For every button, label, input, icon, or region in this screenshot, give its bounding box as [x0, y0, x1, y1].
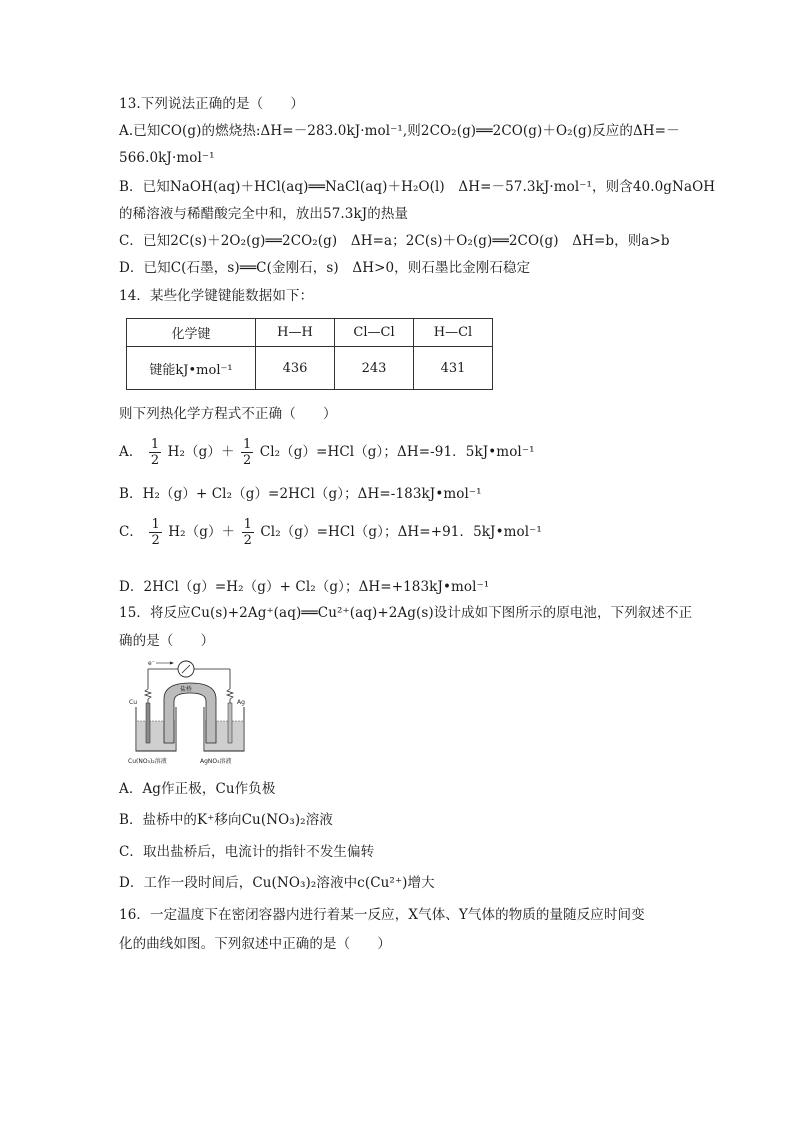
table-row-label: 键能kJ•mol⁻¹ — [127, 347, 256, 390]
table-cell-hcl: 431 — [414, 347, 493, 390]
ag-electrode-label: Ag — [237, 699, 245, 706]
right-solution-label: AgNO₃溶液 — [200, 758, 232, 765]
q13-option-d: D．已知C(石墨，s)══C(金刚石，s) ΔH>0，则石墨比金刚石稳定 — [119, 260, 531, 276]
q13-option-a-line1: A.已知CO(g)的燃烧热:ΔH=－283.0kJ·mol⁻¹,则2CO₂(g)══2CO(g)＋O₂(g)反应的ΔH=－ — [119, 123, 680, 139]
galvanic-cell-diagram — [126, 659, 254, 769]
q15-option-c: C．取出盐桥后，电流计的指针不发生偏转 — [119, 844, 375, 860]
table-header-hh: H—H — [256, 319, 335, 347]
q13-option-c: C．已知2C(s)＋2O₂(g)══2CO₂(g) ΔH=a；2C(s)＋O₂(g)══2CO(g) ΔH=b，则a>b — [119, 233, 670, 249]
fraction-half: $\frac{1}{2}$ — [242, 437, 252, 468]
q15-option-b: B．盐桥中的K⁺移向Cu(NO₃)₂溶液 — [119, 812, 333, 828]
q14-c-text2: Cl₂（g）=HCl（g）；ΔH=+91．5kJ•mol⁻¹ — [260, 524, 542, 540]
q14-a-text2: Cl₂（g）=HCl（g）；ΔH=-91．5kJ•mol⁻¹ — [259, 444, 535, 460]
q14-stem: 14．某些化学键键能数据如下： — [119, 288, 314, 304]
q14-a-label: A． — [119, 444, 143, 460]
left-solution-label: Cu(NO₃)₂溶液 — [128, 758, 167, 765]
q15-stem-line1: 15．将反应Cu(s)+2Ag⁺(aq)══Cu²⁺(aq)+2Ag(s)设计成如下图所示的原电池，下列叙述不正 — [119, 605, 693, 621]
cu-electrode — [146, 703, 150, 743]
fraction-half: $\frac{1}{2}$ — [151, 517, 160, 548]
electron-label: e⁻ — [148, 660, 155, 667]
q14-a-text1: H₂（g）＋ — [167, 444, 235, 460]
q13-option-a-line2: 566.0kJ·mol⁻¹ — [119, 150, 215, 166]
cu-electrode-label: Cu — [129, 699, 137, 706]
q13-option-b-line1: B．已知NaOH(aq)＋HCl(aq)══NaCl(aq)＋H₂O(l) ΔH=－57.3kJ·mol⁻¹，则含40.0gNaOH — [119, 179, 716, 195]
table-header-bond: 化学键 — [127, 319, 256, 347]
salt-bridge-label: 盐桥 — [180, 686, 193, 693]
q16-stem-line1: 16．一定温度下在密闭容器内进行着某一反应，X气体、Y气体的物质的量随反应时间变 — [119, 907, 645, 923]
q15-option-a: A．Ag作正极，Cu作负极 — [119, 781, 276, 797]
q16-stem-line2: 化的曲线如图。下列叙述中正确的是（ ） — [119, 936, 391, 952]
table-header-clcl: Cl—Cl — [335, 319, 414, 347]
q14-option-b: B．H₂（g）+ Cl₂（g）=2HCl（g）；ΔH=-183kJ•mol⁻¹ — [119, 486, 482, 502]
q13-option-b-line2: 的稀溶液与稀醋酸完全中和，放出57.3kJ的热量 — [119, 206, 409, 222]
fraction-half: $\frac{1}{2}$ — [243, 517, 252, 548]
q14-question: 则下列热化学方程式不正确（ ） — [119, 406, 337, 422]
ag-electrode — [228, 703, 232, 743]
q14-option-d: D．2HCl（g）=H₂（g）+ Cl₂（g）；ΔH=+183kJ•mol⁻¹ — [119, 579, 490, 595]
table-cell-hh: 436 — [256, 347, 335, 390]
table-header-hcl: H—Cl — [414, 319, 493, 347]
table-cell-clcl: 243 — [335, 347, 414, 390]
q14-option-a — [119, 432, 679, 472]
q15-stem-line2: 确的是（ ） — [119, 633, 215, 649]
fraction-half: $\frac{1}{2}$ — [150, 437, 160, 468]
bond-energy-table — [126, 318, 493, 390]
q13-stem: 13.下列说法正确的是（ ） — [119, 96, 304, 112]
q14-c-text1: H₂（g）＋ — [168, 524, 236, 540]
q15-option-d: D．工作一段时间后，Cu(NO₃)₂溶液中c(Cu²⁺)增大 — [119, 875, 435, 891]
q14-c-label: C． — [119, 524, 144, 540]
q14-option-c — [119, 512, 679, 552]
